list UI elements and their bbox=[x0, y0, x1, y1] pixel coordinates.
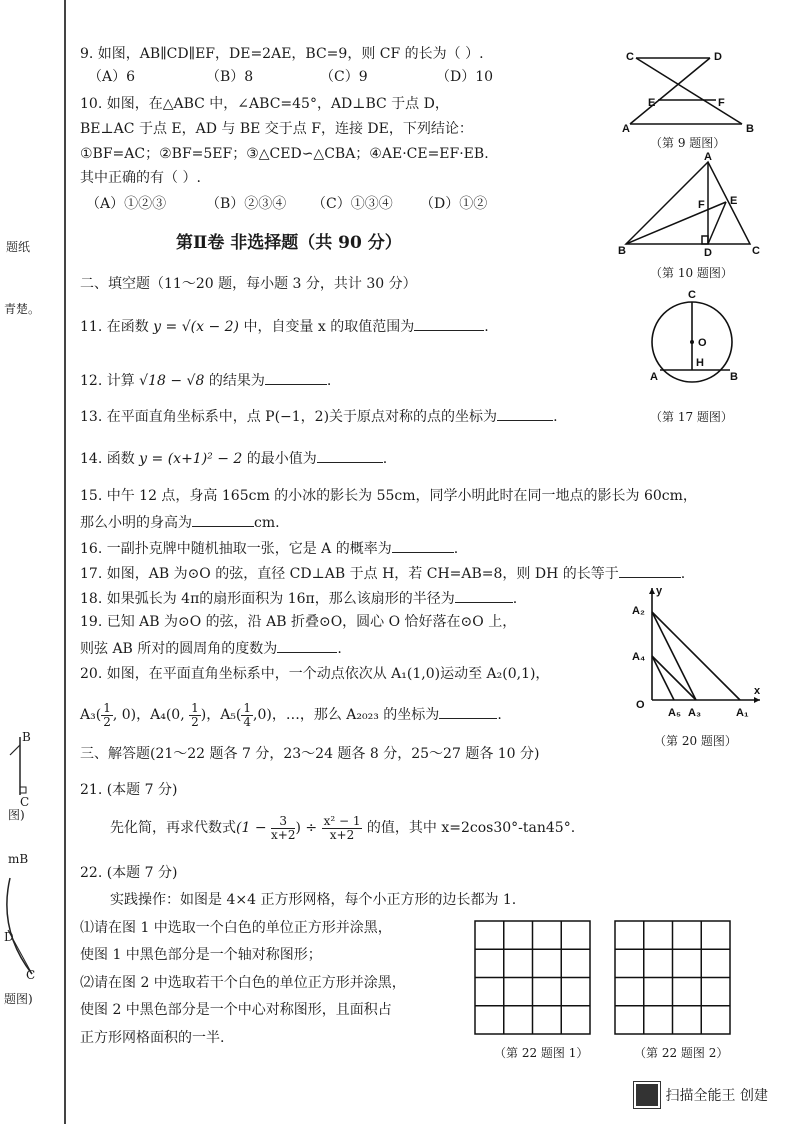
grid-figure-1 bbox=[474, 920, 592, 1036]
option-b: （B）8 bbox=[206, 69, 254, 85]
qr-code-icon bbox=[634, 1082, 660, 1108]
figure-20 bbox=[628, 582, 768, 720]
label-A1: A₁ bbox=[736, 707, 749, 719]
question-13: 13. 在平面直角坐标系中，点 P(−1，2)关于原点对称的点的坐标为 . bbox=[80, 406, 558, 426]
figure-9 bbox=[618, 44, 768, 134]
label-O: O bbox=[636, 699, 645, 711]
caption-fig-9: （第 9 题图） bbox=[650, 136, 726, 150]
margin-text: 图) bbox=[8, 808, 25, 822]
label-E: E bbox=[730, 195, 738, 207]
label-A: A bbox=[622, 123, 630, 134]
question-10-line: BE⊥AC 于点 E，AD 与 BE 交于点 F，连接 DE，下列结论： bbox=[80, 121, 473, 137]
label-H: H bbox=[696, 357, 704, 369]
question-16: 16. 一副扑克牌中随机抽取一张，它是 A 的概率为 . bbox=[80, 538, 458, 558]
option-a: （A）①②③ bbox=[86, 196, 167, 212]
label-C: C bbox=[626, 51, 634, 63]
label-B: B bbox=[746, 123, 754, 134]
margin-text: D bbox=[4, 930, 14, 944]
section-3-title: 三、解答题(21～22 题各 7 分，23～24 题各 8 分，25～27 题各 10 分) bbox=[80, 746, 540, 762]
figure-17 bbox=[636, 284, 756, 406]
question-18: 18. 如果弧长为 4π的扇形面积为 16π，那么该扇形的半径为 . bbox=[80, 588, 517, 608]
question-21-heading: 21. (本题 7 分) bbox=[80, 782, 178, 798]
label-O: O bbox=[698, 337, 707, 349]
margin-text: C bbox=[26, 968, 36, 982]
question-9-stem: 9. 如图，AB∥CD∥EF，DE=2AE，BC=9，则 CF 的长为（ ）. bbox=[80, 46, 484, 62]
option-b: （B）②③④ bbox=[206, 196, 287, 212]
question-20-line: 20. 如图，在平面直角坐标系中，一个动点依次从 A₁(1,0)运动至 A₂(0,1)， bbox=[80, 666, 550, 682]
question-22-line: 使图 2 中黑色部分是一个中心对称图形，且面积占 bbox=[80, 1002, 392, 1018]
question-10-line: ①BF=AC；②BF=5EF；③△CED∽△CBA；④AE·CE=EF·EB. bbox=[80, 146, 489, 162]
margin-text: 青楚。 bbox=[4, 302, 41, 316]
question-19-line: 则弦 AB 所对的圆周角的度数为 . bbox=[80, 638, 342, 658]
option-c: （C）①③④ bbox=[312, 196, 393, 212]
label-A4: A₄ bbox=[632, 651, 646, 663]
caption-fig-20: （第 20 题图） bbox=[654, 734, 737, 748]
label-F: F bbox=[698, 199, 705, 211]
question-22-heading: 22. (本题 7 分) bbox=[80, 865, 178, 881]
scanner-watermark bbox=[634, 1082, 768, 1108]
question-17: 17. 如图，AB 为⊙O 的弦，直径 CD⊥AB 于点 H，若 CH=AB=8，则 DH 的长等于 . bbox=[80, 563, 685, 583]
caption-fig-22-2: （第 22 题图 2） bbox=[634, 1046, 729, 1060]
label-C: C bbox=[688, 289, 696, 301]
margin-text: 题纸 bbox=[6, 240, 31, 254]
margin-line bbox=[64, 0, 66, 1124]
label-D: D bbox=[714, 51, 722, 63]
option-d: （D）①② bbox=[420, 196, 488, 212]
label-A3: A₃ bbox=[688, 707, 702, 719]
question-22-line: ⑴请在图 1 中选取一个白色的单位正方形并涂黑， bbox=[80, 920, 392, 936]
label-E: E bbox=[648, 97, 656, 109]
question-22-line: ⑵请在图 2 中选取若干个白色的单位正方形并涂黑， bbox=[80, 975, 406, 991]
question-11: 11. 在函数 y = √(x − 2) 中，自变量 x 的取值范围为 . bbox=[80, 316, 489, 336]
figure-10 bbox=[614, 150, 774, 260]
grid-figure-2 bbox=[614, 920, 732, 1036]
label-F: F bbox=[718, 97, 725, 109]
margin-fragment-figure bbox=[6, 735, 46, 815]
caption-fig-22-1: （第 22 题图 1） bbox=[494, 1046, 589, 1060]
question-22-line: 正方形网格面积的一半. bbox=[80, 1030, 225, 1046]
margin-text: mB bbox=[8, 852, 29, 866]
question-15-line: 15. 中午 12 点，身高 165cm 的小冰的影长为 55cm，同学小明此时在同一地点的影长为 60cm， bbox=[80, 488, 697, 504]
question-22-line: 实践操作：如图是 4×4 正方形网格，每个小正方形的边长都为 1. bbox=[110, 892, 517, 908]
label-A2: A₂ bbox=[632, 605, 645, 617]
question-14: 14. 函数 y = (x+1)² − 2 的最小值为 . bbox=[80, 448, 387, 468]
margin-text: B bbox=[22, 730, 31, 744]
question-22-line: 使图 1 中黑色部分是一个轴对称图形； bbox=[80, 947, 322, 963]
question-12: 12. 计算 √18 − √8 的结果为 . bbox=[80, 370, 331, 390]
option-a: （A）6 bbox=[88, 69, 136, 85]
label-A5: A₅ bbox=[668, 707, 681, 719]
question-19-line: 19. 已知 AB 为⊙O 的弦，沿 AB 折叠⊙O，圆心 O 恰好落在⊙O 上， bbox=[80, 614, 517, 630]
question-10-line: 其中正确的有（ ）. bbox=[80, 170, 201, 186]
caption-fig-10: （第 10 题图） bbox=[650, 266, 733, 280]
question-10-line: 10. 如图，在△ABC 中，∠ABC=45°，AD⊥BC 于点 D， bbox=[80, 96, 449, 112]
label-A: A bbox=[650, 371, 658, 383]
question-15-line: 那么小明的身高为 cm. bbox=[80, 512, 280, 532]
label-B: B bbox=[618, 245, 626, 257]
caption-fig-17: （第 17 题图） bbox=[650, 410, 733, 424]
label-D: D bbox=[704, 247, 712, 259]
label-B: B bbox=[730, 371, 738, 383]
label-x: x bbox=[754, 685, 761, 697]
label-C: C bbox=[752, 245, 760, 257]
margin-text: 题图) bbox=[4, 992, 33, 1006]
margin-arc-figure bbox=[2, 870, 46, 990]
question-21-body: 先化简，再求代数式(1 − $\frac{3}{x+2}$ ) ÷ $\frac{\text{x² − 1}}{x+2}$ 的值，其中 x=2cos30°-tan45°. bbox=[110, 813, 576, 842]
label-A: A bbox=[704, 151, 712, 163]
label-y: y bbox=[656, 585, 663, 597]
watermark-text: 扫描全能王 创建 bbox=[665, 1088, 768, 1104]
option-d: （D）10 bbox=[436, 69, 494, 85]
section-fill-heading: 二、填空题（11～20 题，每小题 3 分，共计 30 分） bbox=[80, 276, 417, 292]
section-2-title: 第Ⅱ卷 非选择题（共 90 分） bbox=[176, 233, 402, 253]
margin-text: C bbox=[20, 795, 30, 809]
question-20-line: A₃( $\frac{1}{2}$ , 0)，A₄(0, $\frac{1}{2}$ )，A₅( $\frac{1}{4}$ ,0)，…，那么 A₂₀₂₃ 的坐标为 . bbox=[80, 700, 502, 729]
option-c: （C）9 bbox=[320, 69, 368, 85]
